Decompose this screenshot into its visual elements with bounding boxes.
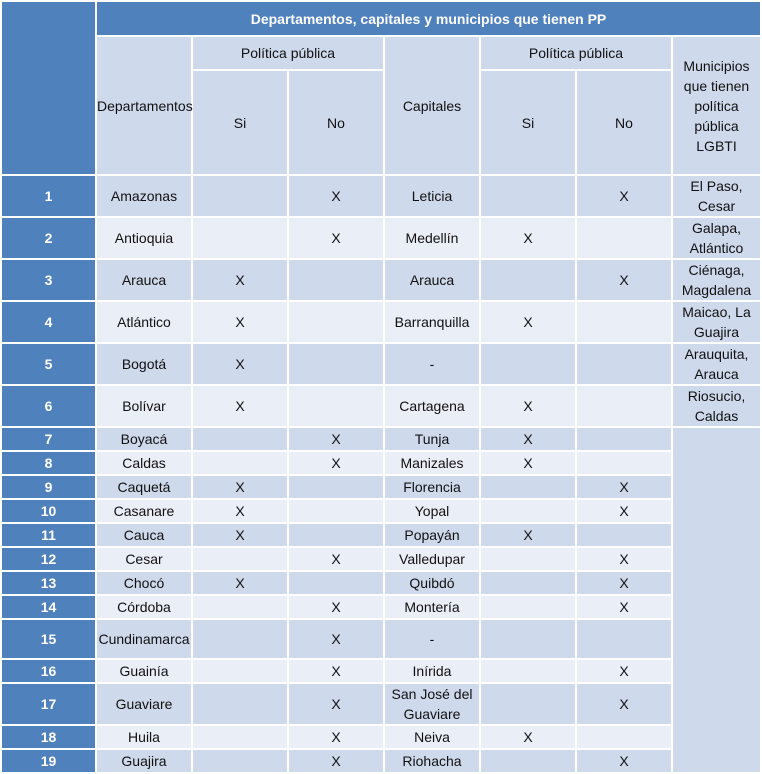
capital-cell: -: [384, 619, 480, 659]
cap-no-cell: X: [576, 259, 672, 301]
table-row: [1, 301, 761, 343]
cap-no-cell: X: [576, 175, 672, 217]
cap-no-cell: X: [576, 683, 672, 725]
dep-si-cell: X: [192, 385, 288, 427]
dep-no-cell: [288, 301, 384, 343]
municipio-cell: Riosucio, Caldas: [672, 385, 761, 427]
cap-no-cell: [576, 725, 672, 749]
cap-no-cell: [576, 451, 672, 475]
cap-si-cell: [480, 547, 576, 571]
dep-si-cell: X: [192, 499, 288, 523]
table-row: [1, 749, 761, 773]
municipio-cell: Ciénaga, Magdalena: [672, 259, 761, 301]
dep-si-cell: X: [192, 259, 288, 301]
header-dep-no: No: [288, 70, 384, 175]
dep-si-cell: [192, 547, 288, 571]
departamento-cell: Boyacá: [96, 427, 192, 451]
table-row: [1, 343, 761, 385]
departamento-cell: Cesar: [96, 547, 192, 571]
departamento-cell: Cauca: [96, 523, 192, 547]
dep-no-cell: [288, 259, 384, 301]
header-capitales: Capitales: [384, 36, 480, 175]
departamento-cell: Atlántico: [96, 301, 192, 343]
capital-cell: Popayán: [384, 523, 480, 547]
capital-cell: Medellín: [384, 217, 480, 259]
row-number: 15: [1, 619, 96, 659]
dep-no-cell: X: [288, 619, 384, 659]
cap-no-cell: X: [576, 749, 672, 773]
capital-cell: Yopal: [384, 499, 480, 523]
table-row: [1, 619, 761, 659]
cap-no-cell: [576, 619, 672, 659]
dep-no-cell: X: [288, 595, 384, 619]
dep-no-cell: [288, 523, 384, 547]
dep-si-cell: [192, 451, 288, 475]
row-number: 19: [1, 749, 96, 773]
dep-si-cell: [192, 175, 288, 217]
header-politica-cap: Política pública: [480, 36, 672, 70]
dep-no-cell: X: [288, 725, 384, 749]
municipio-cell: Galapa, Atlántico: [672, 217, 761, 259]
dep-si-cell: [192, 659, 288, 683]
cap-si-cell: X: [480, 427, 576, 451]
table-title: Departamentos, capitales y municipios que tienen PP: [96, 1, 761, 36]
table-row: [1, 523, 761, 547]
departamento-cell: Cundinamarca: [96, 619, 192, 659]
cap-no-cell: [576, 343, 672, 385]
cap-no-cell: X: [576, 595, 672, 619]
cap-no-cell: X: [576, 499, 672, 523]
row-number: 9: [1, 475, 96, 499]
table-row: [1, 259, 761, 301]
header-politica-dep: Política pública: [192, 36, 384, 70]
cap-no-cell: X: [576, 659, 672, 683]
cap-si-cell: [480, 683, 576, 725]
cap-si-cell: [480, 749, 576, 773]
capital-cell: Barranquilla: [384, 301, 480, 343]
dep-no-cell: X: [288, 547, 384, 571]
cap-si-cell: [480, 259, 576, 301]
cap-si-cell: X: [480, 725, 576, 749]
cap-no-cell: X: [576, 571, 672, 595]
dep-si-cell: [192, 595, 288, 619]
table-row: [1, 385, 761, 427]
capital-cell: -: [384, 343, 480, 385]
cap-no-cell: X: [576, 547, 672, 571]
dep-no-cell: [288, 571, 384, 595]
row-number: 4: [1, 301, 96, 343]
capital-cell: Inírida: [384, 659, 480, 683]
cap-si-cell: X: [480, 217, 576, 259]
dep-si-cell: [192, 427, 288, 451]
cap-no-cell: [576, 217, 672, 259]
dep-no-cell: [288, 475, 384, 499]
municipio-empty-cell: [672, 427, 761, 773]
cap-no-cell: [576, 523, 672, 547]
departamento-cell: Guaviare: [96, 683, 192, 725]
table-row: [1, 475, 761, 499]
cap-si-cell: X: [480, 523, 576, 547]
cap-no-cell: [576, 301, 672, 343]
dep-no-cell: [288, 385, 384, 427]
capital-cell: Neiva: [384, 725, 480, 749]
cap-si-cell: [480, 343, 576, 385]
dep-no-cell: X: [288, 427, 384, 451]
header-dep-si: Si: [192, 70, 288, 175]
capital-cell: Tunja: [384, 427, 480, 451]
table-row: [1, 683, 761, 725]
cap-si-cell: [480, 499, 576, 523]
row-number: 16: [1, 659, 96, 683]
table-row: [1, 725, 761, 749]
capital-cell: Montería: [384, 595, 480, 619]
departamento-cell: Córdoba: [96, 595, 192, 619]
dep-si-cell: X: [192, 523, 288, 547]
dep-si-cell: X: [192, 475, 288, 499]
departamento-cell: Casanare: [96, 499, 192, 523]
departamento-cell: Amazonas: [96, 175, 192, 217]
municipio-cell: El Paso, Cesar: [672, 175, 761, 217]
dep-si-cell: [192, 217, 288, 259]
table-row: [1, 499, 761, 523]
dep-no-cell: X: [288, 659, 384, 683]
table-row: [1, 595, 761, 619]
dep-si-cell: [192, 619, 288, 659]
cap-si-cell: X: [480, 301, 576, 343]
capital-cell: Arauca: [384, 259, 480, 301]
departamento-cell: Bolívar: [96, 385, 192, 427]
table-row: [1, 175, 761, 217]
row-number: 7: [1, 427, 96, 451]
cap-si-cell: [480, 175, 576, 217]
dep-no-cell: [288, 499, 384, 523]
row-number: 1: [1, 175, 96, 217]
dep-no-cell: X: [288, 175, 384, 217]
table-row: [1, 451, 761, 475]
dep-no-cell: X: [288, 749, 384, 773]
departamento-cell: Caquetá: [96, 475, 192, 499]
cap-no-cell: X: [576, 475, 672, 499]
departamento-cell: Antioquia: [96, 217, 192, 259]
municipio-cell: Maicao, La Guajira: [672, 301, 761, 343]
cap-si-cell: X: [480, 385, 576, 427]
dep-no-cell: X: [288, 217, 384, 259]
dep-no-cell: [288, 343, 384, 385]
table-row: [1, 659, 761, 683]
header-cap-no: No: [576, 70, 672, 175]
dep-si-cell: [192, 749, 288, 773]
cap-si-cell: [480, 475, 576, 499]
cap-si-cell: [480, 659, 576, 683]
departamento-cell: Guainía: [96, 659, 192, 683]
row-number: 17: [1, 683, 96, 725]
cap-no-cell: [576, 385, 672, 427]
cap-si-cell: X: [480, 451, 576, 475]
table-row: [1, 427, 761, 451]
header-departamentos: Departamentos: [96, 36, 192, 175]
dep-no-cell: X: [288, 451, 384, 475]
capital-cell: San José del Guaviare: [384, 683, 480, 725]
row-number: 18: [1, 725, 96, 749]
table-row: [1, 571, 761, 595]
capital-cell: Manizales: [384, 451, 480, 475]
departamento-cell: Arauca: [96, 259, 192, 301]
municipio-cell: Arauquita, Arauca: [672, 343, 761, 385]
row-number: 2: [1, 217, 96, 259]
departamento-cell: Guajira: [96, 749, 192, 773]
dep-si-cell: [192, 683, 288, 725]
row-number: 5: [1, 343, 96, 385]
row-number: 10: [1, 499, 96, 523]
capital-cell: Leticia: [384, 175, 480, 217]
row-number: 6: [1, 385, 96, 427]
capital-cell: Cartagena: [384, 385, 480, 427]
departamento-cell: Chocó: [96, 571, 192, 595]
capital-cell: Valledupar: [384, 547, 480, 571]
table-row: [1, 217, 761, 259]
departamento-cell: Caldas: [96, 451, 192, 475]
table-row: [1, 547, 761, 571]
cap-si-cell: [480, 571, 576, 595]
capital-cell: Florencia: [384, 475, 480, 499]
corner-cell: [1, 1, 96, 175]
row-number: 8: [1, 451, 96, 475]
capital-cell: Quibdó: [384, 571, 480, 595]
header-municipios: Municipios que tienen política pública LGBTI: [672, 36, 761, 175]
dep-si-cell: X: [192, 343, 288, 385]
row-number: 14: [1, 595, 96, 619]
row-number: 3: [1, 259, 96, 301]
departamento-cell: Huila: [96, 725, 192, 749]
cap-si-cell: [480, 619, 576, 659]
row-number: 13: [1, 571, 96, 595]
capital-cell: Riohacha: [384, 749, 480, 773]
header-cap-si: Si: [480, 70, 576, 175]
cap-no-cell: [576, 427, 672, 451]
departamento-cell: Bogotá: [96, 343, 192, 385]
cap-si-cell: [480, 595, 576, 619]
dep-si-cell: X: [192, 571, 288, 595]
row-number: 11: [1, 523, 96, 547]
row-number: 12: [1, 547, 96, 571]
dep-no-cell: X: [288, 683, 384, 725]
dep-si-cell: [192, 725, 288, 749]
dep-si-cell: X: [192, 301, 288, 343]
